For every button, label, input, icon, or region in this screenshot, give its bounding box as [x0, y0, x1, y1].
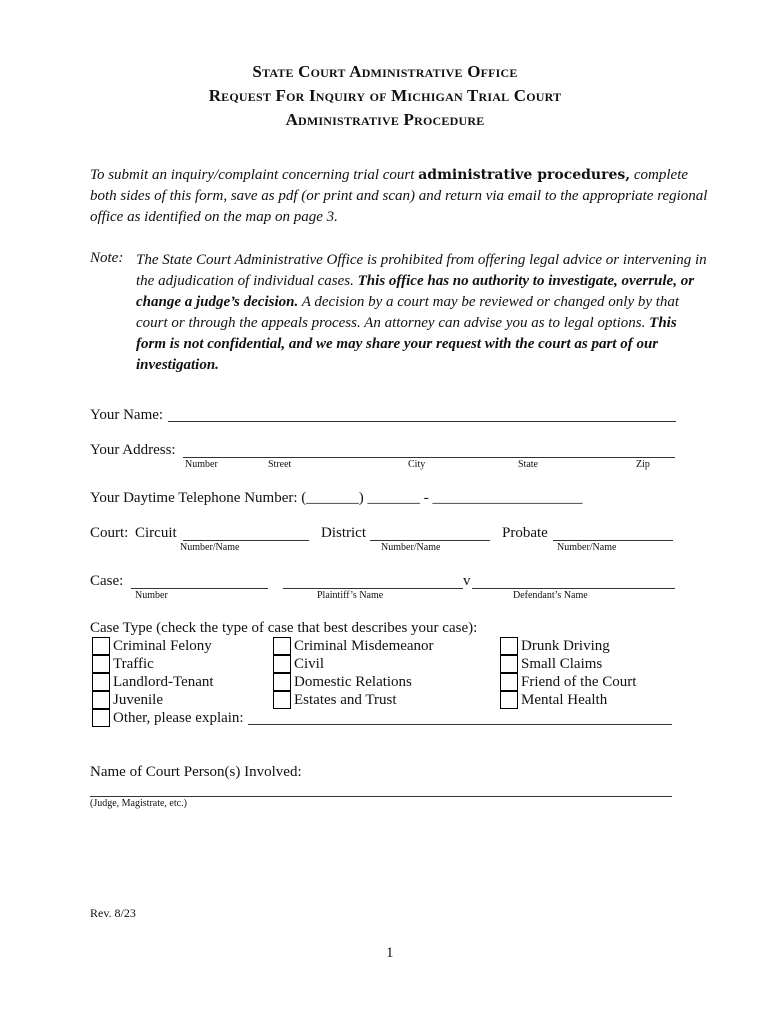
checkbox-other[interactable]: [92, 709, 110, 727]
intro-paragraph: [90, 165, 710, 228]
address-sub-zip: Zip: [636, 459, 650, 470]
form-title: [0, 60, 770, 132]
option-small-claims: Small Claims: [521, 656, 603, 672]
court-persons-label: Name of Court Person(s) Involved:: [90, 764, 302, 780]
checkbox-criminal-misdemeanor[interactable]: [273, 637, 291, 655]
note-paragraph: [136, 250, 710, 376]
checkbox-domestic-relations[interactable]: [273, 673, 291, 691]
case-label: Case:: [90, 573, 124, 589]
checkbox-criminal-felony[interactable]: [92, 637, 110, 655]
checkbox-civil[interactable]: [273, 655, 291, 673]
option-criminal-felony: Criminal Felony: [113, 638, 212, 654]
circuit-label: Circuit: [135, 525, 177, 541]
note-bold-2: This form is not confidential, and we may share your request with the court as part of our investigation.: [136, 315, 677, 373]
title-line-2: Request For Inquiry of Michigan Trial Court: [208, 86, 562, 105]
address-sub-city: City: [408, 459, 426, 470]
note-label: Note:: [90, 250, 124, 266]
address-field[interactable]: [183, 457, 675, 458]
option-criminal-misdemeanor: Criminal Misdemeanor: [294, 638, 434, 654]
option-domestic-relations: Domestic Relations: [294, 674, 412, 690]
note-bold-1: This office has no authority to investigate, overrule, or change a judge’s decision.: [136, 273, 695, 310]
option-landlord-tenant: Landlord-Tenant: [113, 674, 214, 690]
phone-field[interactable]: Your Daytime Telephone Number: (_______) _______ - ____________________: [90, 490, 583, 506]
checkbox-traffic[interactable]: [92, 655, 110, 673]
option-other: Other, please explain:: [113, 710, 244, 726]
title-line-3: Administrative Procedure: [285, 110, 485, 129]
option-juvenile: Juvenile: [113, 692, 163, 708]
name-label: Your Name:: [90, 407, 164, 423]
title-line-1: State Court Administrative Office: [252, 62, 518, 81]
address-label: Your Address:: [90, 442, 176, 458]
court-persons-field[interactable]: [90, 796, 672, 797]
district-field[interactable]: [370, 540, 490, 541]
checkbox-mental-health[interactable]: [500, 691, 518, 709]
checkbox-friend-of-the-court[interactable]: [500, 673, 518, 691]
plaintiff-sub: Plaintiff’s Name: [317, 590, 384, 601]
option-mental-health: Mental Health: [521, 692, 608, 708]
revision-label: Rev. 8/23: [90, 906, 136, 920]
name-field[interactable]: [168, 421, 676, 422]
intro-text-1: To submit an inquiry/complaint concerning trial court: [90, 167, 419, 183]
probate-label: Probate: [502, 525, 548, 541]
note-text-2: A decision by a court may be reviewed or changed only by that court or through the appeals process. An attorney can advise you as to legal options.: [136, 294, 680, 331]
option-friend-of-the-court: Friend of the Court: [521, 674, 637, 690]
court-persons-sub: (Judge, Magistrate, etc.): [90, 798, 187, 809]
page-number: 1: [386, 945, 394, 961]
address-sub-state: State: [518, 459, 538, 470]
court-label: Court:: [90, 525, 129, 541]
versus-label: v: [463, 573, 471, 589]
option-drunk-driving: Drunk Driving: [521, 638, 610, 654]
checkbox-estates-and-trust[interactable]: [273, 691, 291, 709]
district-label: District: [321, 525, 366, 541]
plaintiff-field[interactable]: [283, 588, 463, 589]
address-sub-street: Street: [268, 459, 292, 470]
option-traffic: Traffic: [113, 656, 154, 672]
case-type-label: Case Type (check the type of case that best describes your case):: [90, 620, 478, 636]
checkbox-landlord-tenant[interactable]: [92, 673, 110, 691]
circuit-field[interactable]: [183, 540, 309, 541]
circuit-sub: Number/Name: [180, 542, 240, 553]
option-civil: Civil: [294, 656, 325, 672]
case-number-sub: Number: [135, 590, 168, 601]
checkbox-small-claims[interactable]: [500, 655, 518, 673]
probate-sub: Number/Name: [557, 542, 617, 553]
address-sub-number: Number: [185, 459, 218, 470]
district-sub: Number/Name: [381, 542, 441, 553]
probate-field[interactable]: [553, 540, 673, 541]
intro-text-2: complete both sides of this form, save as pdf (or print and scan) and return via email to the appropriate regional office as identified on the map on page 3.: [90, 167, 708, 225]
defendant-field[interactable]: [472, 588, 675, 589]
checkbox-drunk-driving[interactable]: [500, 637, 518, 655]
intro-bold: administrative procedures,: [418, 167, 631, 183]
option-estates-and-trust: Estates and Trust: [294, 692, 397, 708]
other-explain-field[interactable]: [248, 724, 672, 725]
case-number-field[interactable]: [131, 588, 268, 589]
checkbox-juvenile[interactable]: [92, 691, 110, 709]
note-text-1: The State Court Administrative Office is prohibited from offering legal advice or intervening in the adjudication of individual cases.: [136, 252, 707, 289]
defendant-sub: Defendant’s Name: [513, 590, 588, 601]
